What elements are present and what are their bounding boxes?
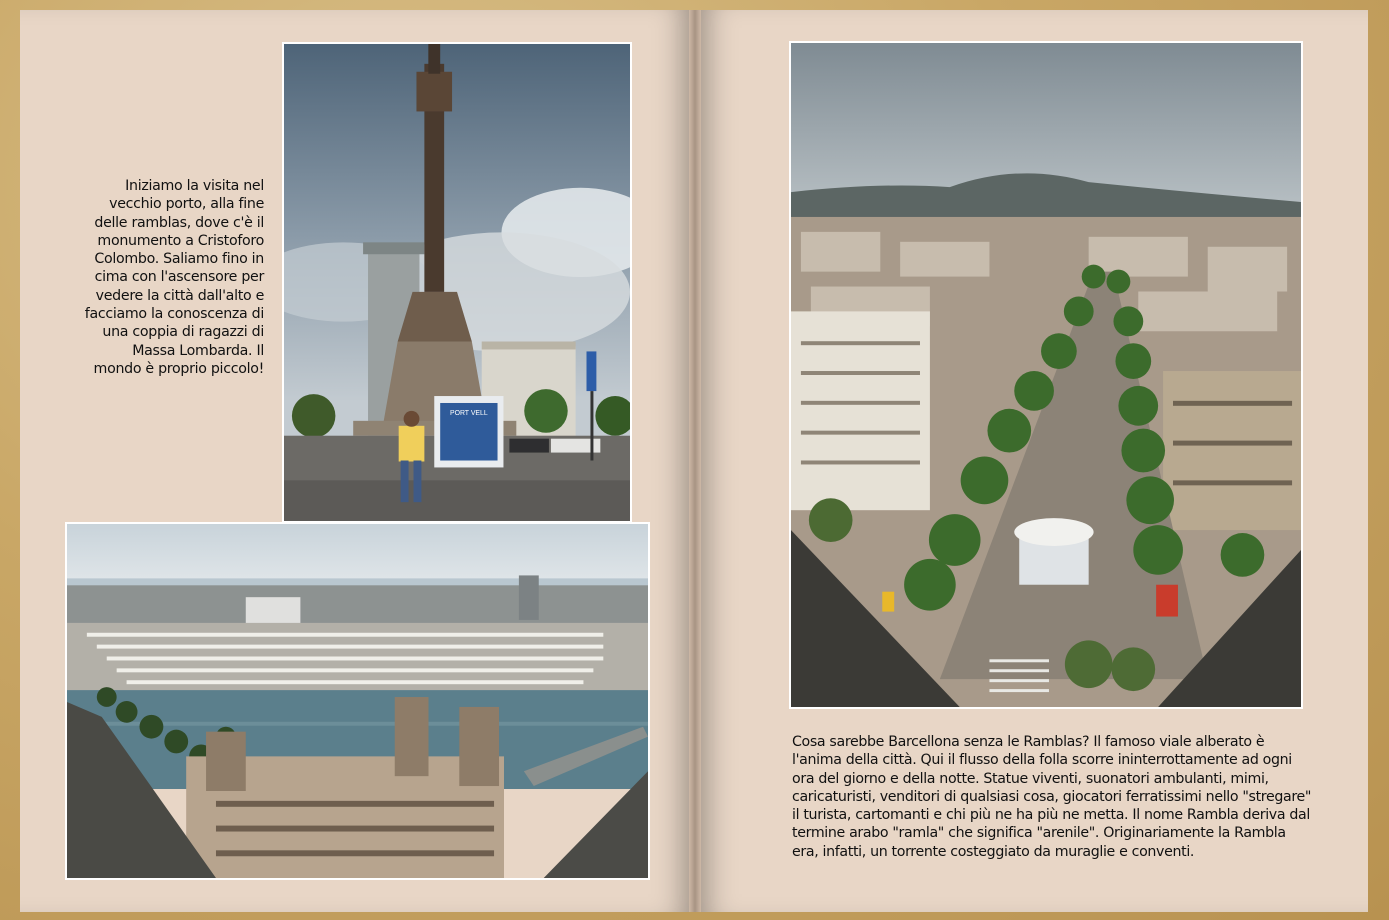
port-vell-photo (65, 522, 650, 880)
rambla-aerial-photo (789, 41, 1303, 709)
left-caption: Iniziamo la visita nel vecchio porto, alla fine delle ramblas, dove c'è il monumento a Cristoforo Colombo. Saliamo fino in cima con l'ascensore per vedere la città dall'alto e facciamo la conoscenza di una coppia di ragazzi di Massa Lombarda. Il mondo è proprio piccolo! (84, 178, 264, 377)
right-caption: Cosa sarebbe Barcellona senza le Ramblas? Il famoso viale alberato è l'anima della città. Qui il flusso della folla scorre ininterrottamente ad ogni ora del giorno e della notte. Statue viventi, suonatori ambulanti, mimi, caricaturisti, venditori di qualsiasi cosa, giocatori ferratissimi nello "stregare" il turista, cartomanti e chi più ne ha più ne metta. Il nome Rambla deriva dal termine arabo "ramla" che significa "arenile". Originariamente la Rambla era, infatti, un torrente costeggiato da muraglie e conventi. (792, 734, 1312, 860)
columbus-monument-photo (282, 42, 632, 523)
book-gutter (689, 10, 701, 912)
kiosk-sign: PORT VELL (449, 409, 488, 417)
